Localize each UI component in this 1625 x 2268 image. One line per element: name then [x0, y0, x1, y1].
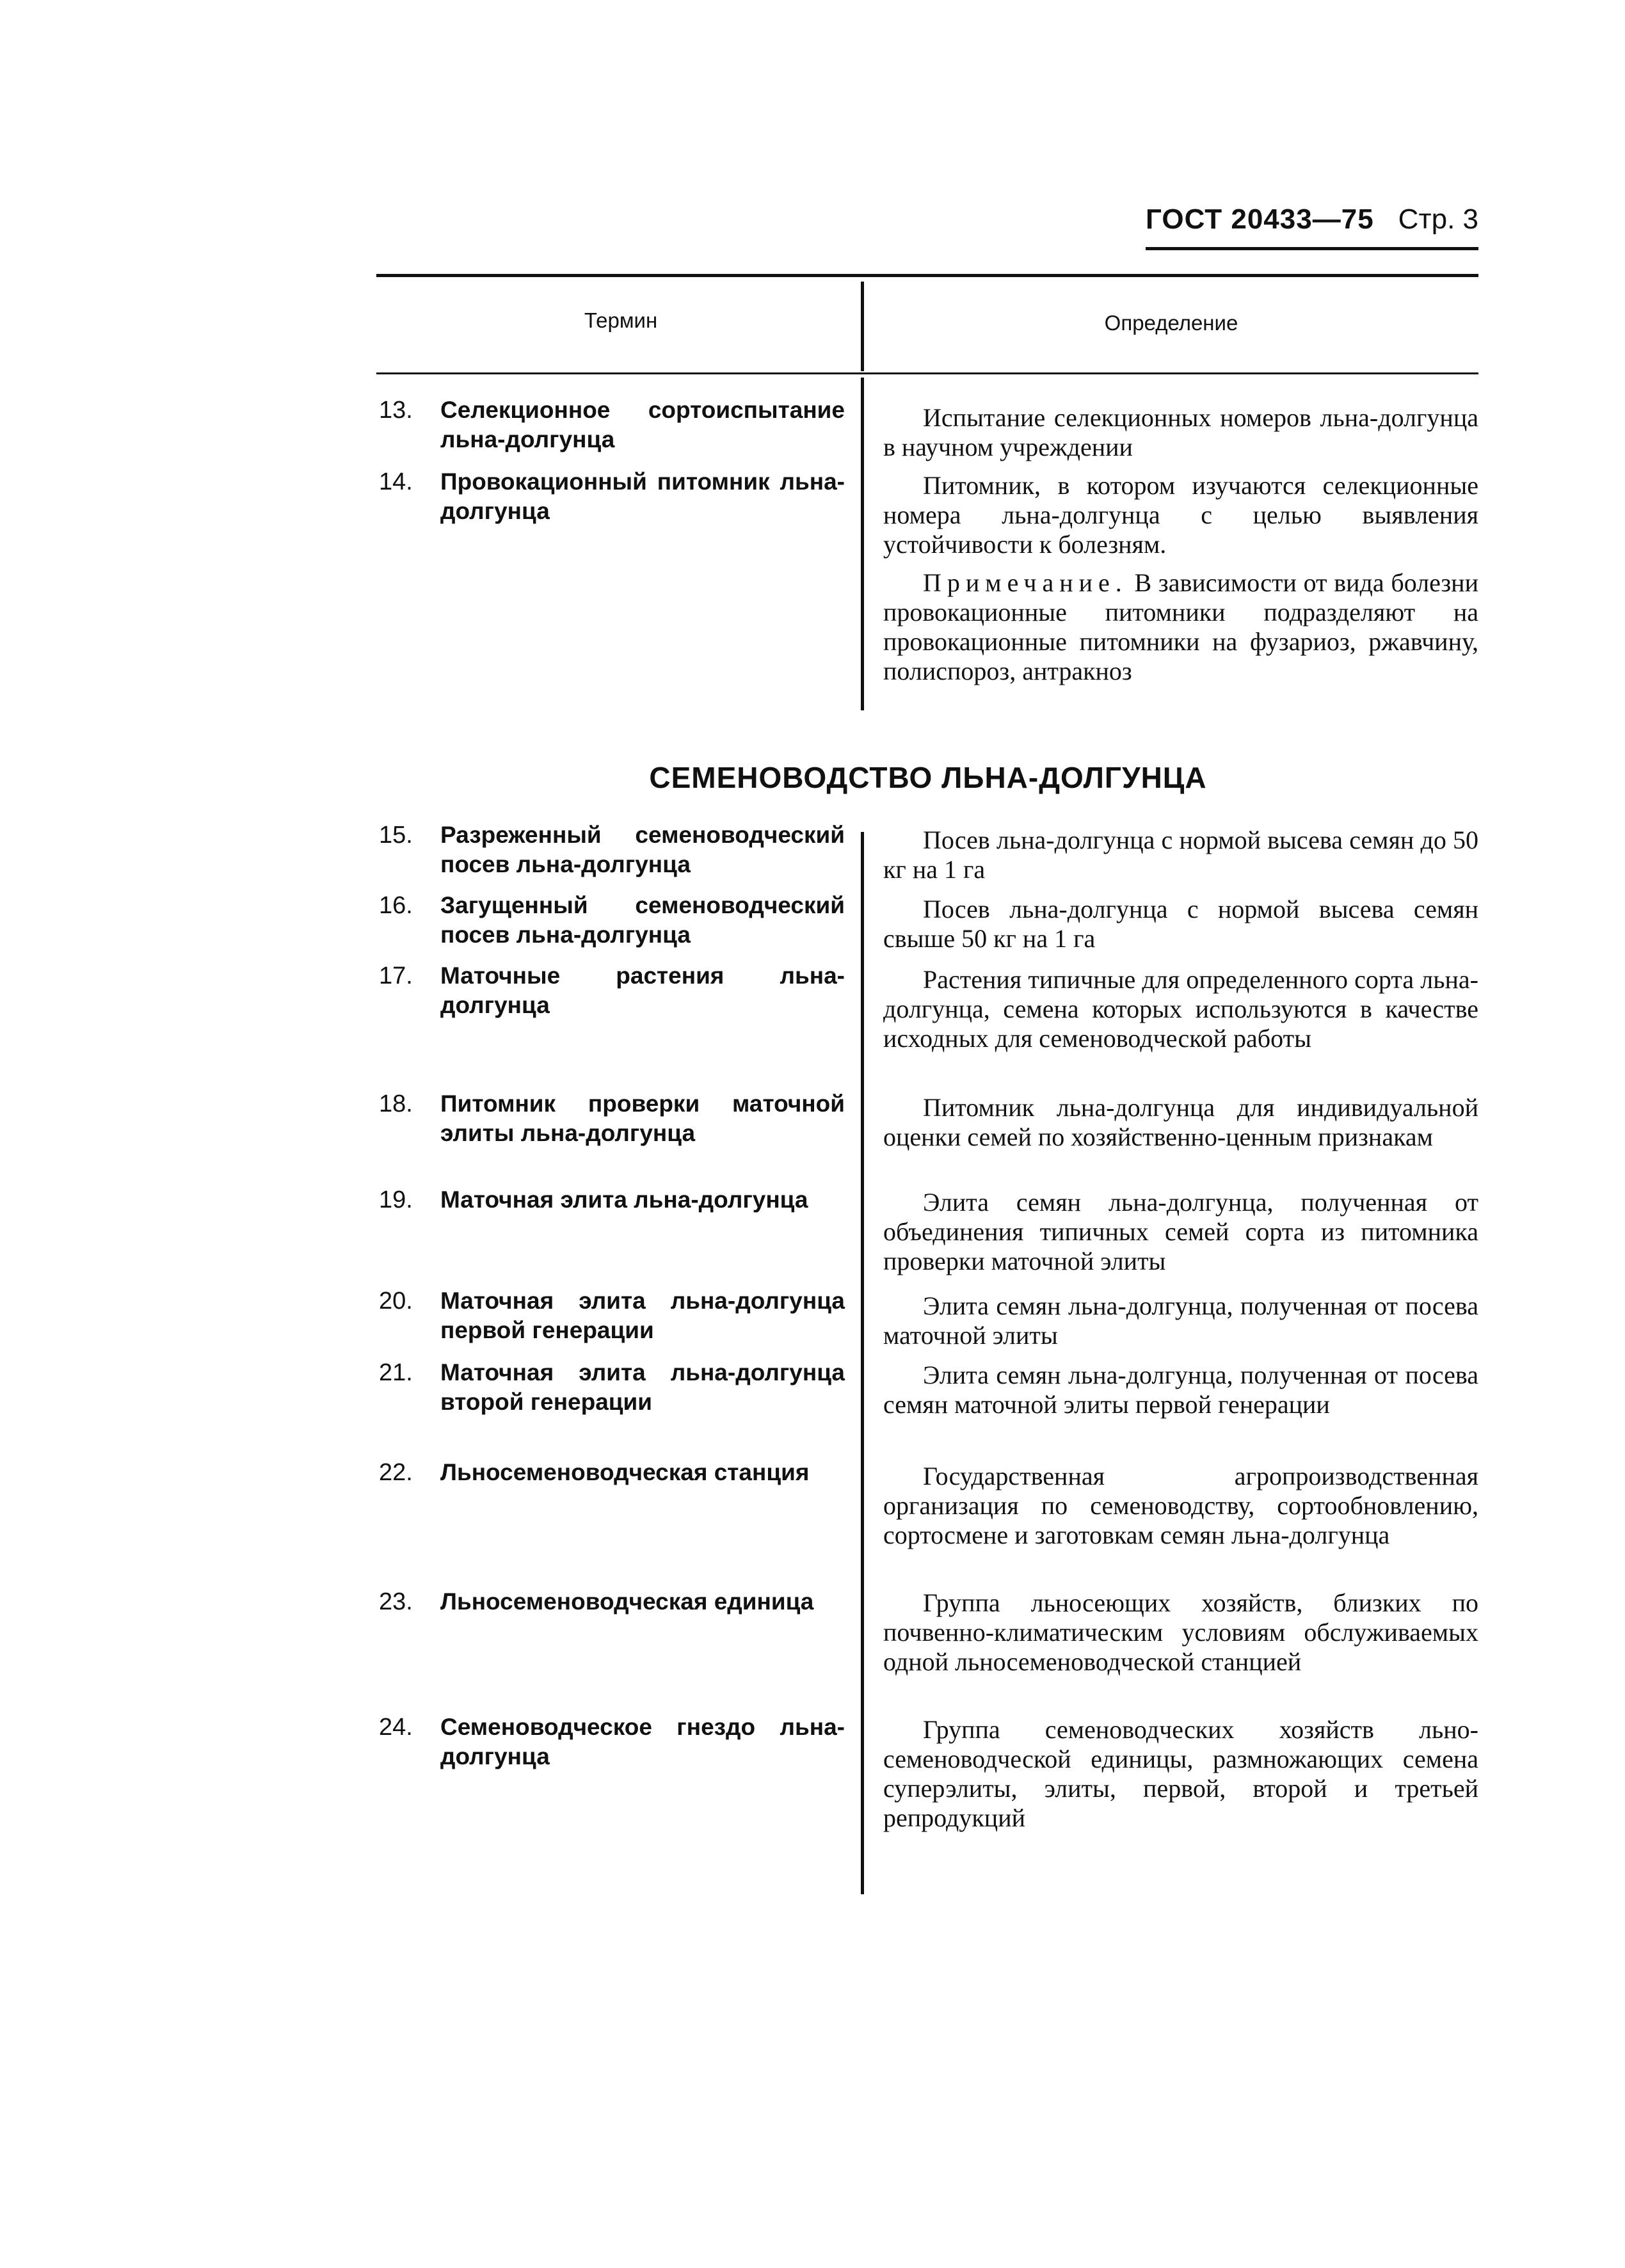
entry-number: 24. — [379, 1714, 413, 1741]
entry-term: Маточная элита льна-долгунца первой генерации — [440, 1288, 845, 1343]
entry-term: Семеноводческое гнездо льна-долгунца — [440, 1714, 845, 1769]
entry-term: Маточная элита льна-долгунца — [440, 1186, 808, 1213]
entry-definition: Элита семян льна-долгунца, полученная от посева маточной элиты — [883, 1291, 1478, 1350]
entry-term: Маточные растения льна-долгунца — [440, 962, 845, 1018]
entry-definition: Испытание селекционных номеров льна-долгунца в научном учреждении — [883, 403, 1478, 461]
entry-number: 14. — [379, 468, 413, 495]
entry-number: 22. — [379, 1459, 413, 1486]
note-label: Примечание. — [923, 568, 1128, 597]
entry-number: 20. — [379, 1288, 413, 1314]
table-top-rule — [376, 274, 1478, 277]
entry-definition: Группа семеноводческих хозяйств льносеменоводческой единицы, размножающих семена суперэлиты, элиты, первой, второй и третьей репродукций — [883, 1715, 1478, 1832]
entry-definition: Растения типичные для определенного сорта льна-долгунца, семена которых используются в качестве исходных для семеноводческой работы — [883, 965, 1478, 1053]
page-header — [1146, 204, 1478, 236]
entry-number: 16. — [379, 892, 413, 919]
entry-term: Провокационный питомник льна-долгунца — [440, 468, 845, 524]
entry-definition: Посев льна-долгунца с нормой высева семян до 50 кг на 1 га — [883, 826, 1478, 884]
entry-definition: Элита семян льна-долгунца, полученная от посева семян маточной элиты первой генерации — [883, 1361, 1478, 1419]
entry-term: Питомник проверки маточной элиты льна-долгунца — [440, 1090, 845, 1146]
entry-definition: Государственная агропроизводственная организация по семеноводству, сортообновлению, сортосмене и заготовкам семян льна-долгунца — [883, 1462, 1478, 1549]
entry-number: 21. — [379, 1359, 413, 1386]
entry-term: Маточная элита льна-долгунца второй генерации — [440, 1359, 845, 1415]
entry-note — [883, 568, 1478, 686]
page-number: Стр. 3 — [1398, 204, 1478, 235]
note-text: В зависимости от вида болезни провокационные питомники подразделяют на провокационные питомники на фузариоз, ржавчину, полиспороз, антракноз — [883, 568, 1478, 685]
column-divider-bottom — [861, 832, 864, 1894]
entry-number: 18. — [379, 1090, 413, 1117]
column-divider-top — [861, 378, 864, 710]
entry-definition: Питомник, в котором изучаются селекционные номера льна-долгунца с целью выявления устойчивости к болезням. — [883, 471, 1478, 559]
entry-number: 15. — [379, 822, 413, 849]
entry-term: Загущенный семеноводческий посев льна-долгунца — [440, 892, 845, 948]
section-title: СЕМЕНОВОДСТВО ЛЬНА-ДОЛГУНЦА — [649, 761, 1207, 794]
entry-number: 17. — [379, 962, 413, 989]
entry-definition: Посев льна-долгунца с нормой высева семян свыше 50 кг на 1 га — [883, 895, 1478, 953]
entry-term: Селекционное сортоиспытание льна-долгунца — [440, 397, 845, 452]
entry-number: 23. — [379, 1588, 413, 1615]
entry-term: Льносеменоводческая станция — [440, 1459, 810, 1485]
entry-number: 13. — [379, 397, 413, 424]
entry-number: 19. — [379, 1186, 413, 1213]
standard-number: ГОСТ 20433—75 — [1146, 204, 1374, 235]
table-head-rule — [376, 372, 1478, 374]
entry-definition: Группа льносеющих хозяйств, близких по почвенно-климатическим условиям обслуживаемых одной льносеменоводческой станцией — [883, 1588, 1478, 1676]
entry-term: Льносеменоводческая единица — [440, 1588, 814, 1615]
entry-definition: Питомник льна-долгунца для индивидуальной оценки семей по хозяйственно-ценным признакам — [883, 1093, 1478, 1151]
column-header-term: Термин — [584, 308, 658, 332]
column-divider-head — [861, 282, 864, 371]
header-underline — [1146, 247, 1478, 250]
entry-definition: Элита семян льна-долгунца, полученная от объединения типичных семей сорта из питомника проверки маточной элиты — [883, 1188, 1478, 1275]
entry-term: Разреженный семеноводческий посев льна-долгунца — [440, 822, 845, 877]
column-header-definition: Определение — [1104, 311, 1238, 335]
